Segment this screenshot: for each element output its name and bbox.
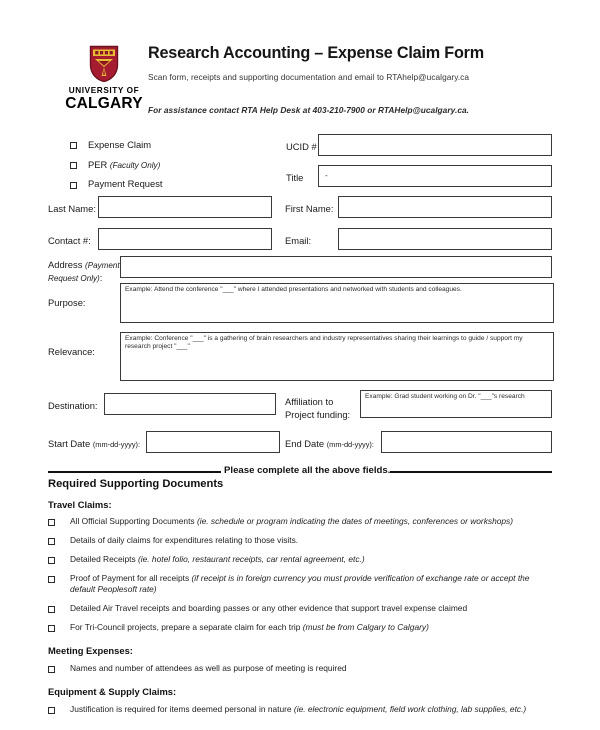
label-affiliation-line2: Project funding:: [285, 409, 351, 420]
checkbox-travel-5[interactable]: [48, 606, 55, 613]
title-value: -: [325, 171, 328, 180]
page-title: Research Accounting – Expense Claim Form: [148, 44, 484, 62]
input-title[interactable]: [318, 165, 552, 187]
list-item-text: Details of daily claims for expenditures relating to those visits.: [70, 535, 299, 545]
checkbox-travel-1[interactable]: [48, 519, 55, 526]
list-item-text: Names and number of attendees as well as purpose of meeting is required: [70, 663, 347, 673]
list-item-text: Detailed Air Travel receipts and boarding passes or any other evidence that support travel expense claimed: [70, 603, 468, 613]
list-item-text: Proof of Payment for all receipts (if receipt is in foreign currency you must provide verification of exchange rate or accept the default Peoplesoft rate): [70, 573, 530, 594]
form-subtitle: Scan form, receipts and supporting documentation and email to RTAhelp@ucalgary.ca: [148, 72, 470, 82]
input-relevance[interactable]: [120, 332, 554, 381]
input-start-date[interactable]: [146, 431, 280, 453]
section-heading-meeting-expenses: Meeting Expenses:: [48, 645, 133, 656]
checkbox-travel-3[interactable]: [48, 557, 55, 564]
input-contact[interactable]: [98, 228, 272, 250]
label-per: PER (Faculty Only): [88, 159, 161, 170]
input-purpose[interactable]: [120, 283, 554, 323]
label-first-name: First Name:: [285, 203, 334, 214]
input-destination[interactable]: [104, 393, 276, 415]
checkbox-payment-request[interactable]: [70, 182, 77, 189]
label-start-date: Start Date (mm-dd-yyyy):: [48, 438, 141, 449]
checkbox-travel-2[interactable]: [48, 538, 55, 545]
list-item-text: All Official Supporting Documents (ie. schedule or program indicating the dates of meetings, conferences or workshops): [70, 516, 514, 526]
label-ucid: UCID #: [286, 141, 317, 152]
complete-fields-notice: Please complete all the above fields.: [224, 465, 391, 476]
label-expense-claim: Expense Claim: [88, 139, 152, 150]
logo-calgary-line: CALGARY: [65, 95, 143, 112]
supporting-docs-heading: Required Supporting Documents: [48, 478, 224, 490]
affiliation-example-text: Example: Grad student working on Dr. "___"s research: [365, 393, 525, 400]
divider-right: [390, 471, 552, 473]
purpose-example-text: Example: Attend the conference "___" where I attended presentations and networked with students and colleagues.: [125, 286, 462, 293]
input-last-name[interactable]: [98, 196, 272, 218]
checkbox-travel-6[interactable]: [48, 625, 55, 632]
university-logo: [60, 42, 148, 112]
checkbox-meeting-1[interactable]: [48, 666, 55, 673]
list-item-text: Justification is required for items deemed personal in nature (ie. electronic equipment, field work clothing, lab supplies, etc.): [70, 704, 527, 714]
section-heading-travel-claims: Travel Claims:: [48, 499, 112, 510]
form-header: [40, 40, 560, 128]
input-affiliation[interactable]: [360, 390, 552, 418]
input-email[interactable]: [338, 228, 552, 250]
divider-left: [48, 471, 221, 473]
input-end-date[interactable]: [381, 431, 552, 453]
label-contact: Contact #:: [48, 235, 91, 246]
list-item-text: For Tri-Council projects, prepare a separate claim for each trip (must be from Calgary to Calgary): [70, 622, 429, 632]
label-destination: Destination:: [48, 400, 98, 411]
label-relevance: Relevance:: [48, 346, 95, 357]
label-purpose: Purpose:: [48, 297, 86, 308]
label-title: Title: [286, 172, 304, 183]
label-address: Address (Payment: [48, 259, 120, 270]
calgary-shield-icon: [60, 42, 148, 86]
assistance-note: For assistance contact RTA Help Desk at 403-210-7900 or RTAHelp@ucalgary.ca.: [148, 105, 470, 115]
input-ucid[interactable]: [318, 134, 552, 156]
list-item-text: Detailed Receipts (ie. hotel folio, restaurant receipts, car rental agreement, etc.): [70, 554, 365, 564]
label-address-cont: Request Only):: [48, 272, 103, 283]
section-heading-equipment-supply: Equipment & Supply Claims:: [48, 686, 177, 697]
label-email: Email:: [285, 235, 312, 246]
logo-university-line: UNIVERSITY OF: [68, 86, 140, 95]
input-address[interactable]: [120, 256, 552, 278]
checkbox-expense-claim[interactable]: [70, 142, 77, 149]
relevance-example-text: Example: Conference "___" is a gathering of brain researchers and industry representatives sharing their learnings to guide / support my research project "___": [125, 335, 523, 351]
label-affiliation-line1: Affiliation to: [285, 396, 334, 407]
label-payment-request: Payment Request: [88, 178, 163, 189]
checkbox-travel-4[interactable]: [48, 576, 55, 583]
checkbox-per[interactable]: [70, 162, 77, 169]
checkbox-equipment-1[interactable]: [48, 707, 55, 714]
label-end-date: End Date (mm-dd-yyyy):: [285, 438, 374, 449]
input-first-name[interactable]: [338, 196, 552, 218]
label-last-name: Last Name:: [48, 203, 96, 214]
